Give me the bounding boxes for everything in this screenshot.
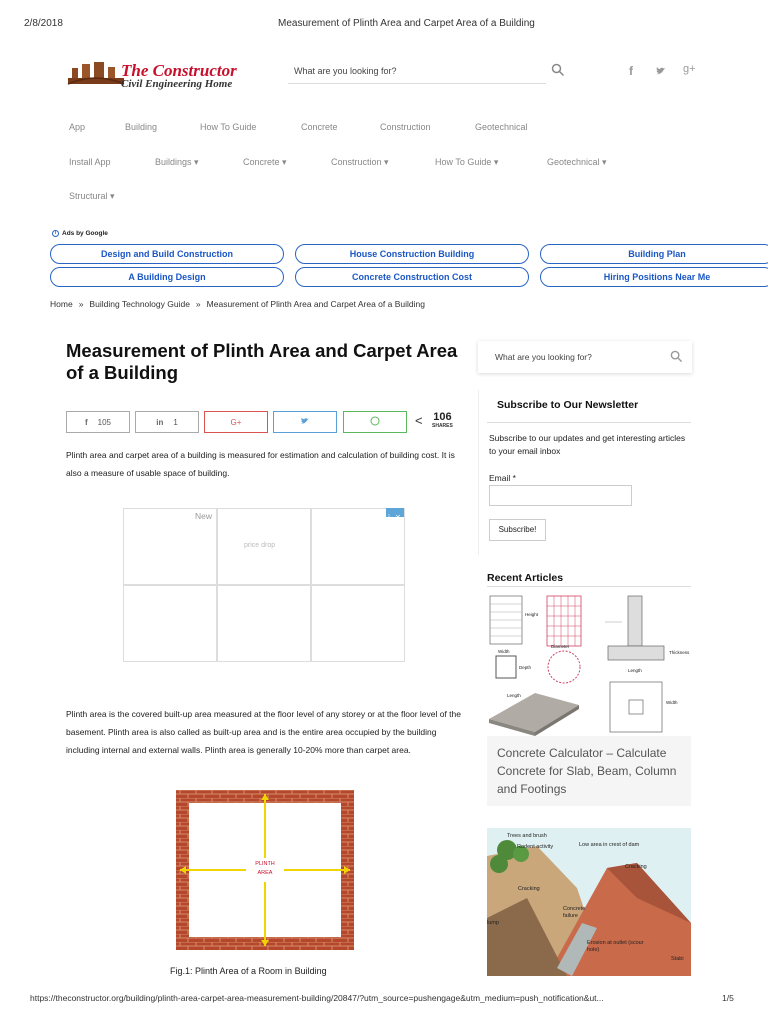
svg-text:i: i xyxy=(388,513,390,521)
page-title: Measurement of Plinth Area and Carpet Area of a Building xyxy=(66,340,458,383)
recent-article-title[interactable]: Concrete Calculator – Calculate Concrete for Slab, Beam, Column and Footings xyxy=(497,746,677,796)
nav-item-construction[interactable]: Construction xyxy=(380,122,431,132)
diagram-label-thickness: Thickness xyxy=(669,650,690,655)
dam-label-erosion: Erosion at outlet (scour hole) xyxy=(587,940,644,953)
dam-label-cracking-left: Cracking xyxy=(518,886,540,892)
linkedin-count: 1 xyxy=(173,417,178,427)
figure-caption: Fig.1: Plinth Area of a Room in Building xyxy=(170,966,327,976)
diagram-label-depth: Depth xyxy=(519,665,532,670)
dam-label-trees: Trees and brush xyxy=(507,833,547,839)
diagram-label-diameter: Diameter xyxy=(551,644,570,649)
share-total-label: SHARES xyxy=(432,423,453,429)
svg-text:✕: ✕ xyxy=(395,513,401,521)
ad-link-design-build[interactable]: Design and Build Construction xyxy=(50,244,284,264)
nav-dropdown-buildings[interactable]: Buildings ▾ xyxy=(155,157,199,167)
nav-item-install-app[interactable]: Install App xyxy=(69,157,111,167)
dam-label-stab: Stabi xyxy=(671,956,684,962)
dam-label-cracking: Cracking xyxy=(625,864,647,870)
diagram-label-width-footing: Width xyxy=(666,700,678,705)
share-icon[interactable]: < xyxy=(415,413,423,428)
ad-grid[interactable] xyxy=(123,508,405,662)
diagram-label-length-footing: Length xyxy=(628,668,642,673)
newsletter-widget xyxy=(478,390,692,555)
facebook-icon[interactable]: f xyxy=(629,64,633,78)
ad-link-concrete-cost[interactable]: Concrete Construction Cost xyxy=(295,267,529,287)
diagram-label-length: Length xyxy=(507,693,521,698)
share-whatsapp-button[interactable] xyxy=(343,411,407,433)
concrete-calculator-image[interactable] xyxy=(487,592,691,736)
ads-by-google[interactable] xyxy=(52,230,108,237)
dam-label-rodent: Rodent activity xyxy=(517,844,554,850)
share-facebook-button[interactable] xyxy=(66,411,130,433)
logo-subtitle: Civil Engineering Home xyxy=(121,78,233,90)
print-page-number: 1/5 xyxy=(722,993,734,1003)
share-twitter-button[interactable] xyxy=(273,411,337,433)
email-field[interactable] xyxy=(489,485,632,506)
breadcrumb-category[interactable]: Building Technology Guide xyxy=(89,299,190,309)
print-title: Measurement of Plinth Area and Carpet Area of a Building xyxy=(278,18,535,29)
share-linkedin-button[interactable] xyxy=(135,411,199,433)
email-label: Email * xyxy=(489,473,516,483)
sidebar-search-input[interactable]: What are you looking for? xyxy=(495,352,592,362)
figure-label xyxy=(246,860,284,878)
adchoices-icon[interactable] xyxy=(386,508,404,521)
twitter-icon[interactable] xyxy=(655,64,667,82)
ad-link-house-construction[interactable]: House Construction Building xyxy=(295,244,529,264)
nav-item-building[interactable]: Building xyxy=(125,122,158,132)
nav-item-concrete[interactable]: Concrete xyxy=(301,122,338,132)
search-icon[interactable] xyxy=(551,63,565,82)
plinth-area-figure xyxy=(176,790,354,950)
figure-label-plinth: PLINTH xyxy=(255,861,275,867)
nav-dropdown-concrete[interactable]: Concrete ▾ xyxy=(243,157,287,167)
dam-label-low-area: Low area in crest of dam xyxy=(579,842,640,848)
body-paragraph: Plinth area is the covered built-up area measured at the floor level of any storey or at the floor level of the basement. Plinth area is also called as built-up area and is the entire area occupied by the building including internal and external walls. Plinth area is generally 10-20% more than carpet area. xyxy=(66,709,461,755)
sidebar-search-box[interactable] xyxy=(478,341,692,373)
linkedin-icon: in xyxy=(156,417,164,427)
diagram-label-width: Width xyxy=(498,649,510,654)
ad-link-building-design[interactable]: A Building Design xyxy=(50,267,284,287)
logo-title[interactable]: The Constructor xyxy=(121,61,237,80)
whatsapp-icon xyxy=(370,416,380,428)
logo-icon[interactable] xyxy=(66,58,126,88)
ads-label: Ads by Google xyxy=(62,230,108,237)
nav-dropdown-structural[interactable]: Structural ▾ xyxy=(69,191,115,201)
ad-text-price-drop: price drop xyxy=(244,542,276,549)
header-search-input[interactable]: What are you looking for? xyxy=(288,60,546,84)
breadcrumb-separator: » xyxy=(195,299,201,309)
search-icon[interactable] xyxy=(670,350,683,368)
ad-text: New xyxy=(195,511,213,521)
share-total-count: 106 xyxy=(433,411,452,423)
gplus-label: G+ xyxy=(230,417,242,427)
newsletter-title: Subscribe to Our Newsletter xyxy=(497,399,639,411)
breadcrumb-home[interactable]: Home xyxy=(50,299,73,309)
google-plus-icon[interactable]: g+ xyxy=(683,63,696,75)
intro-paragraph: Plinth area and carpet area of a building is measured for estimation and calculation of building cost. It is also a measure of usable space of building. xyxy=(66,450,455,478)
recent-article-card[interactable] xyxy=(487,736,691,806)
newsletter-text: Subscribe to our updates and get interesting articles to your email inbox xyxy=(489,433,686,456)
dam-label-concrete-failure: Concrete failure xyxy=(563,906,586,919)
diagram-label-height: Height xyxy=(525,612,539,617)
print-date: 2/8/2018 xyxy=(24,18,63,29)
subscribe-button[interactable]: Subscribe! xyxy=(489,519,546,541)
twitter-icon xyxy=(300,416,310,428)
ad-link-hiring[interactable]: Hiring Positions Near Me xyxy=(540,267,768,287)
figure-label-area: AREA xyxy=(257,870,273,876)
nav-dropdown-geotechnical[interactable]: Geotechnical ▾ xyxy=(547,157,607,167)
nav-dropdown-construction[interactable]: Construction ▾ xyxy=(331,157,389,167)
ad-link-building-plan[interactable]: Building Plan xyxy=(540,244,768,264)
facebook-icon: f xyxy=(84,417,88,427)
nav-item-how-to-guide[interactable]: How To Guide xyxy=(200,122,257,132)
nav-dropdown-how-to-guide[interactable]: How To Guide ▾ xyxy=(435,157,499,167)
nav-item-app[interactable]: App xyxy=(69,122,86,132)
share-gplus-button[interactable] xyxy=(204,411,268,433)
info-icon: i xyxy=(52,230,59,237)
dam-failure-image[interactable] xyxy=(487,828,691,976)
divider xyxy=(487,422,691,423)
facebook-count: 105 xyxy=(97,417,112,427)
breadcrumb-current: Measurement of Plinth Area and Carpet Area of a Building xyxy=(206,299,425,309)
nav-item-geotechnical[interactable]: Geotechnical xyxy=(475,122,528,132)
share-total xyxy=(432,412,453,429)
breadcrumb xyxy=(50,299,425,309)
divider xyxy=(487,586,691,587)
dam-label-lump: lump xyxy=(487,920,499,926)
breadcrumb-separator: » xyxy=(78,299,84,309)
recent-articles-title: Recent Articles xyxy=(487,572,564,584)
print-footer-url: https://theconstructor.org/building/plinth-area-carpet-area-measurement-building/20847/?utm_source=pushengage&utm_medium=push_notification&ut... xyxy=(30,993,604,1003)
